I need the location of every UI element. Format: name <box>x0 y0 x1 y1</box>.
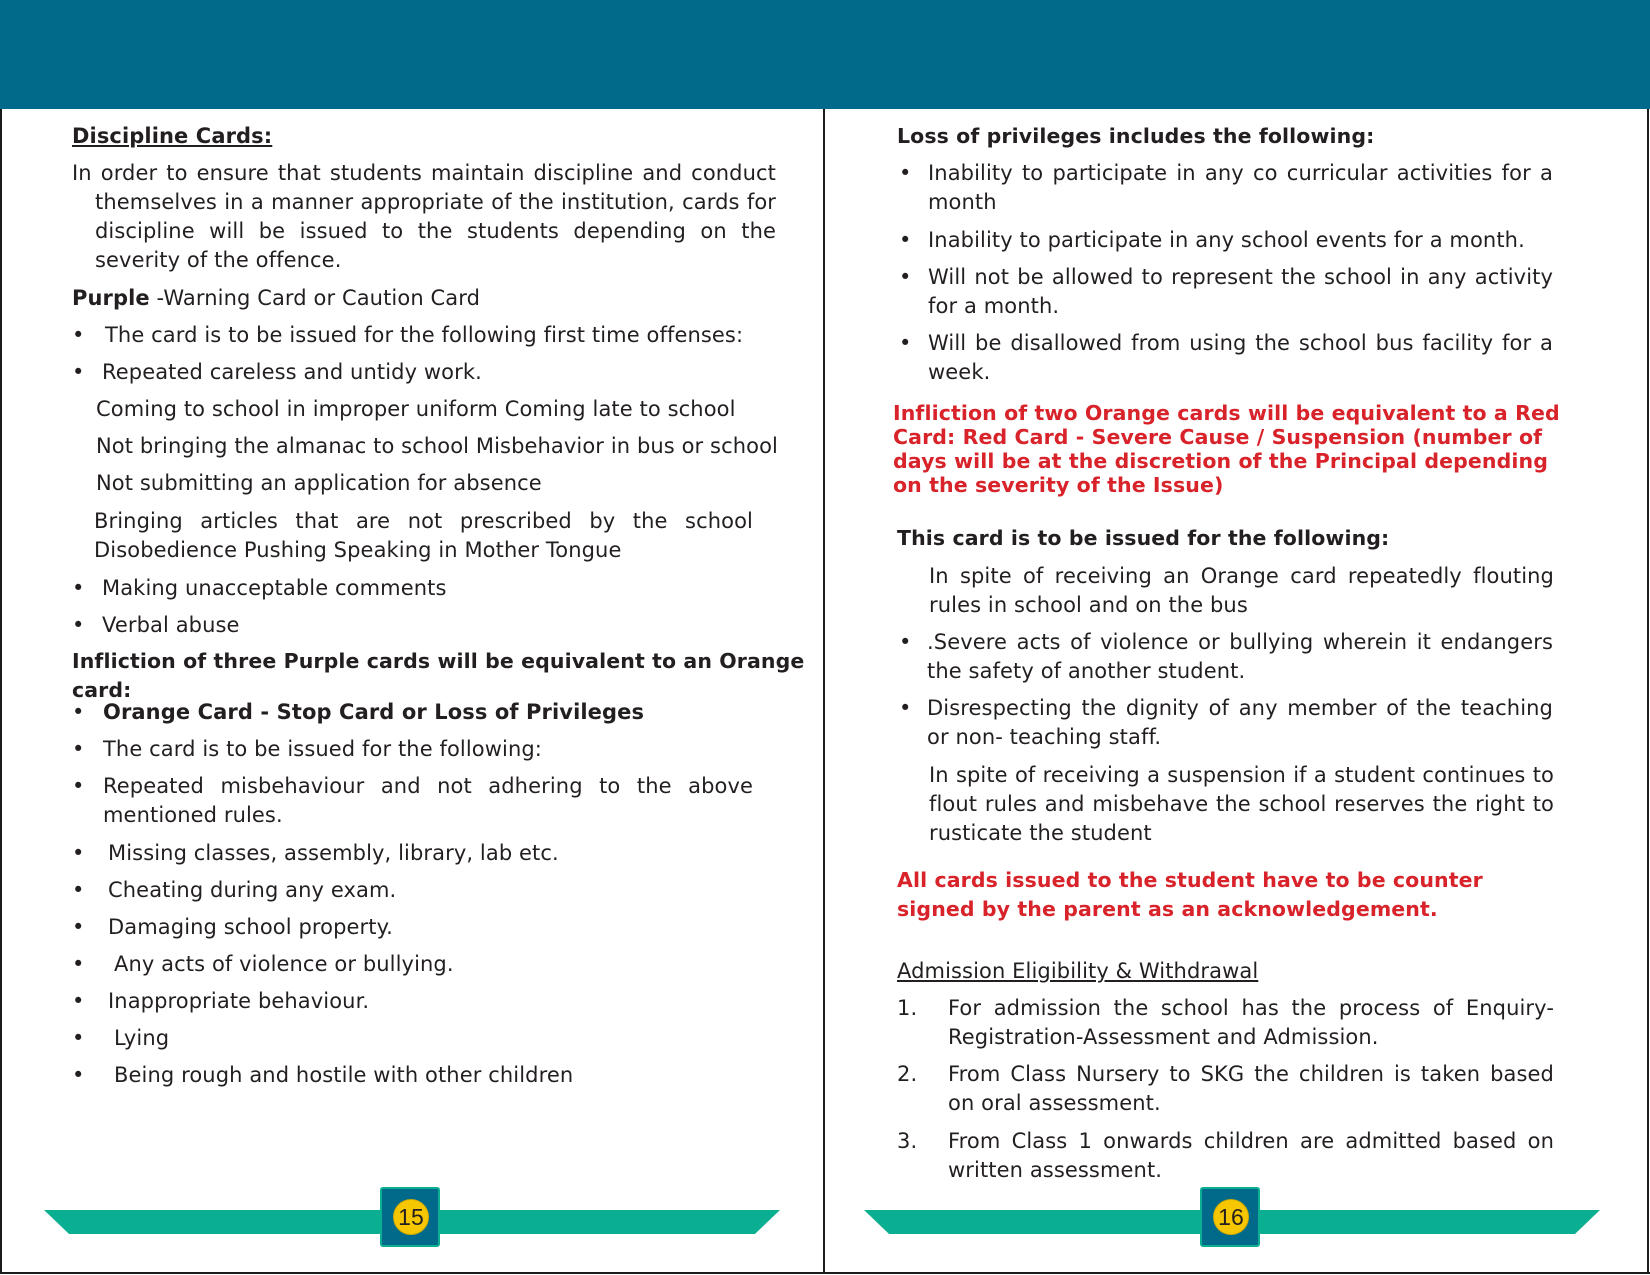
list-item-text: Cheating during any exam. <box>108 878 397 902</box>
bullet-glyph: • <box>72 1026 85 1050</box>
bullet-glyph: • <box>72 1063 85 1087</box>
list-item <box>72 772 753 832</box>
list-item-text: Will not be allowed to represent the school in any activity for a month. <box>928 265 1553 318</box>
page-number-badge <box>380 1187 440 1247</box>
list-item <box>897 1127 1554 1187</box>
list-number: 3. <box>897 1129 918 1153</box>
bullet-glyph: • <box>72 360 85 384</box>
list-item-text: Any acts of violence or bullying. <box>114 952 454 976</box>
page-number: 15 <box>393 1199 429 1235</box>
red-card-issue-heading: This card is to be issued for the following: <box>897 526 1390 550</box>
red-card-notice: Infliction of two Orange cards will be equivalent to a Red Card: Red Card - Severe Cause / Suspension (number of days will be at the discretion of the Principal depending on the severity of the Issue) <box>893 401 1560 497</box>
list-item-text: Being rough and hostile with other children <box>114 1063 574 1087</box>
bullet-glyph: • <box>72 576 85 600</box>
bullet-glyph: • <box>899 161 912 185</box>
purple-offense-line: Coming to school in improper uniform Coming late to school <box>96 397 736 421</box>
list-item-text: Disrespecting the dignity of any member of the teaching or non- teaching staff. <box>927 696 1553 749</box>
list-item <box>899 329 1553 389</box>
list-item-text: Inability to participate in any school events for a month. <box>928 228 1525 252</box>
bullet-glyph: • <box>72 989 85 1013</box>
list-item <box>897 1060 1554 1120</box>
page-number: 16 <box>1213 1199 1249 1235</box>
list-item-text: Verbal abuse <box>102 613 240 637</box>
list-item-text: From Class 1 onwards children are admitted based on written assessment. <box>948 1129 1554 1182</box>
right-page <box>825 0 1648 1275</box>
bullet-glyph: • <box>899 228 912 252</box>
bullet-glyph: • <box>899 696 912 720</box>
bullet-glyph: • <box>72 774 85 798</box>
discipline-heading: Discipline Cards: <box>72 124 273 148</box>
red-card-item: In spite of receiving an Orange card repeatedly flouting rules in school and on the bus <box>929 564 1554 617</box>
bullet-glyph: • <box>72 700 85 724</box>
bullet-glyph: • <box>72 878 85 902</box>
purple-description: -Warning Card or Caution Card <box>149 286 481 310</box>
loss-privileges-heading: Loss of privileges includes the following: <box>897 124 1375 148</box>
list-item <box>899 628 1553 688</box>
list-item <box>899 694 1553 754</box>
bullet-glyph: • <box>72 952 85 976</box>
bullet-glyph: • <box>72 915 85 939</box>
list-item-text: The card is to be issued for the following first time offenses: <box>105 323 744 347</box>
list-item-text: .Severe acts of violence or bullying wherein it endangers the safety of another student. <box>927 630 1553 683</box>
list-item-text: Repeated careless and untidy work. <box>102 360 482 384</box>
list-item <box>897 994 1554 1054</box>
purple-card-line <box>72 284 480 313</box>
list-item-text: The card is to be issued for the following: <box>103 737 542 761</box>
orange-card-heading: Orange Card - Stop Card or Loss of Privileges <box>103 700 645 724</box>
intro-paragraph: In order to ensure that students maintain discipline and conduct themselves in a manner appropriate of the institution, cards for discipline will be issued to the students depending on the severity of the offence. <box>72 161 776 272</box>
page-number-badge <box>1200 1187 1260 1247</box>
list-item-text: Inappropriate behaviour. <box>108 989 370 1013</box>
bullet-glyph: • <box>899 630 912 654</box>
bullet-glyph: • <box>72 841 85 865</box>
purple-offense-line: Not bringing the almanac to school Misbehavior in bus or school <box>96 434 778 458</box>
purple-label: Purple <box>72 286 150 310</box>
list-item-text: Will be disallowed from using the school bus facility for a week. <box>928 331 1553 384</box>
red-card-item: In spite of receiving a suspension if a student continues to flout rules and misbehave the school reserves the right to rusticate the student <box>929 763 1554 845</box>
list-item-text: Damaging school property. <box>108 915 393 939</box>
list-item <box>899 159 1553 219</box>
bullet-glyph: • <box>72 613 85 637</box>
list-item-text: Missing classes, assembly, library, lab etc. <box>108 841 559 865</box>
left-page <box>0 0 823 1275</box>
list-item-text: From Class Nursery to SKG the children is taken based on oral assessment. <box>948 1062 1554 1115</box>
bullet-glyph: • <box>72 737 85 761</box>
bullet-glyph: • <box>72 323 85 347</box>
list-number: 1. <box>897 996 918 1020</box>
list-item-text: Inability to participate in any co curricular activities for a month <box>928 161 1553 214</box>
list-number: 2. <box>897 1062 918 1086</box>
list-item-text: Lying <box>114 1026 170 1050</box>
admission-heading: Admission Eligibility & Withdrawal <box>897 959 1259 983</box>
list-item-text: Making unacceptable comments <box>102 576 447 600</box>
purple-offense-line: Not submitting an application for absence <box>96 471 542 495</box>
list-item-text: For admission the school has the process of Enquiry-Registration-Assessment and Admission. <box>948 996 1554 1049</box>
infliction-purple-note: Infliction of three Purple cards will be equivalent to an Orange card: <box>72 649 805 702</box>
list-item-text: Repeated misbehaviour and not adhering to the above mentioned rules. <box>103 774 753 827</box>
purple-offense-line: Bringing articles that are not prescribed by the school Disobedience Pushing Speaking in Mother Tongue <box>94 509 753 562</box>
bullet-glyph: • <box>899 331 912 355</box>
counter-sign-notice: All cards issued to the student have to be counter signed by the parent as an acknowledgement. <box>897 868 1483 921</box>
bullet-glyph: • <box>899 265 912 289</box>
list-item <box>899 263 1553 323</box>
